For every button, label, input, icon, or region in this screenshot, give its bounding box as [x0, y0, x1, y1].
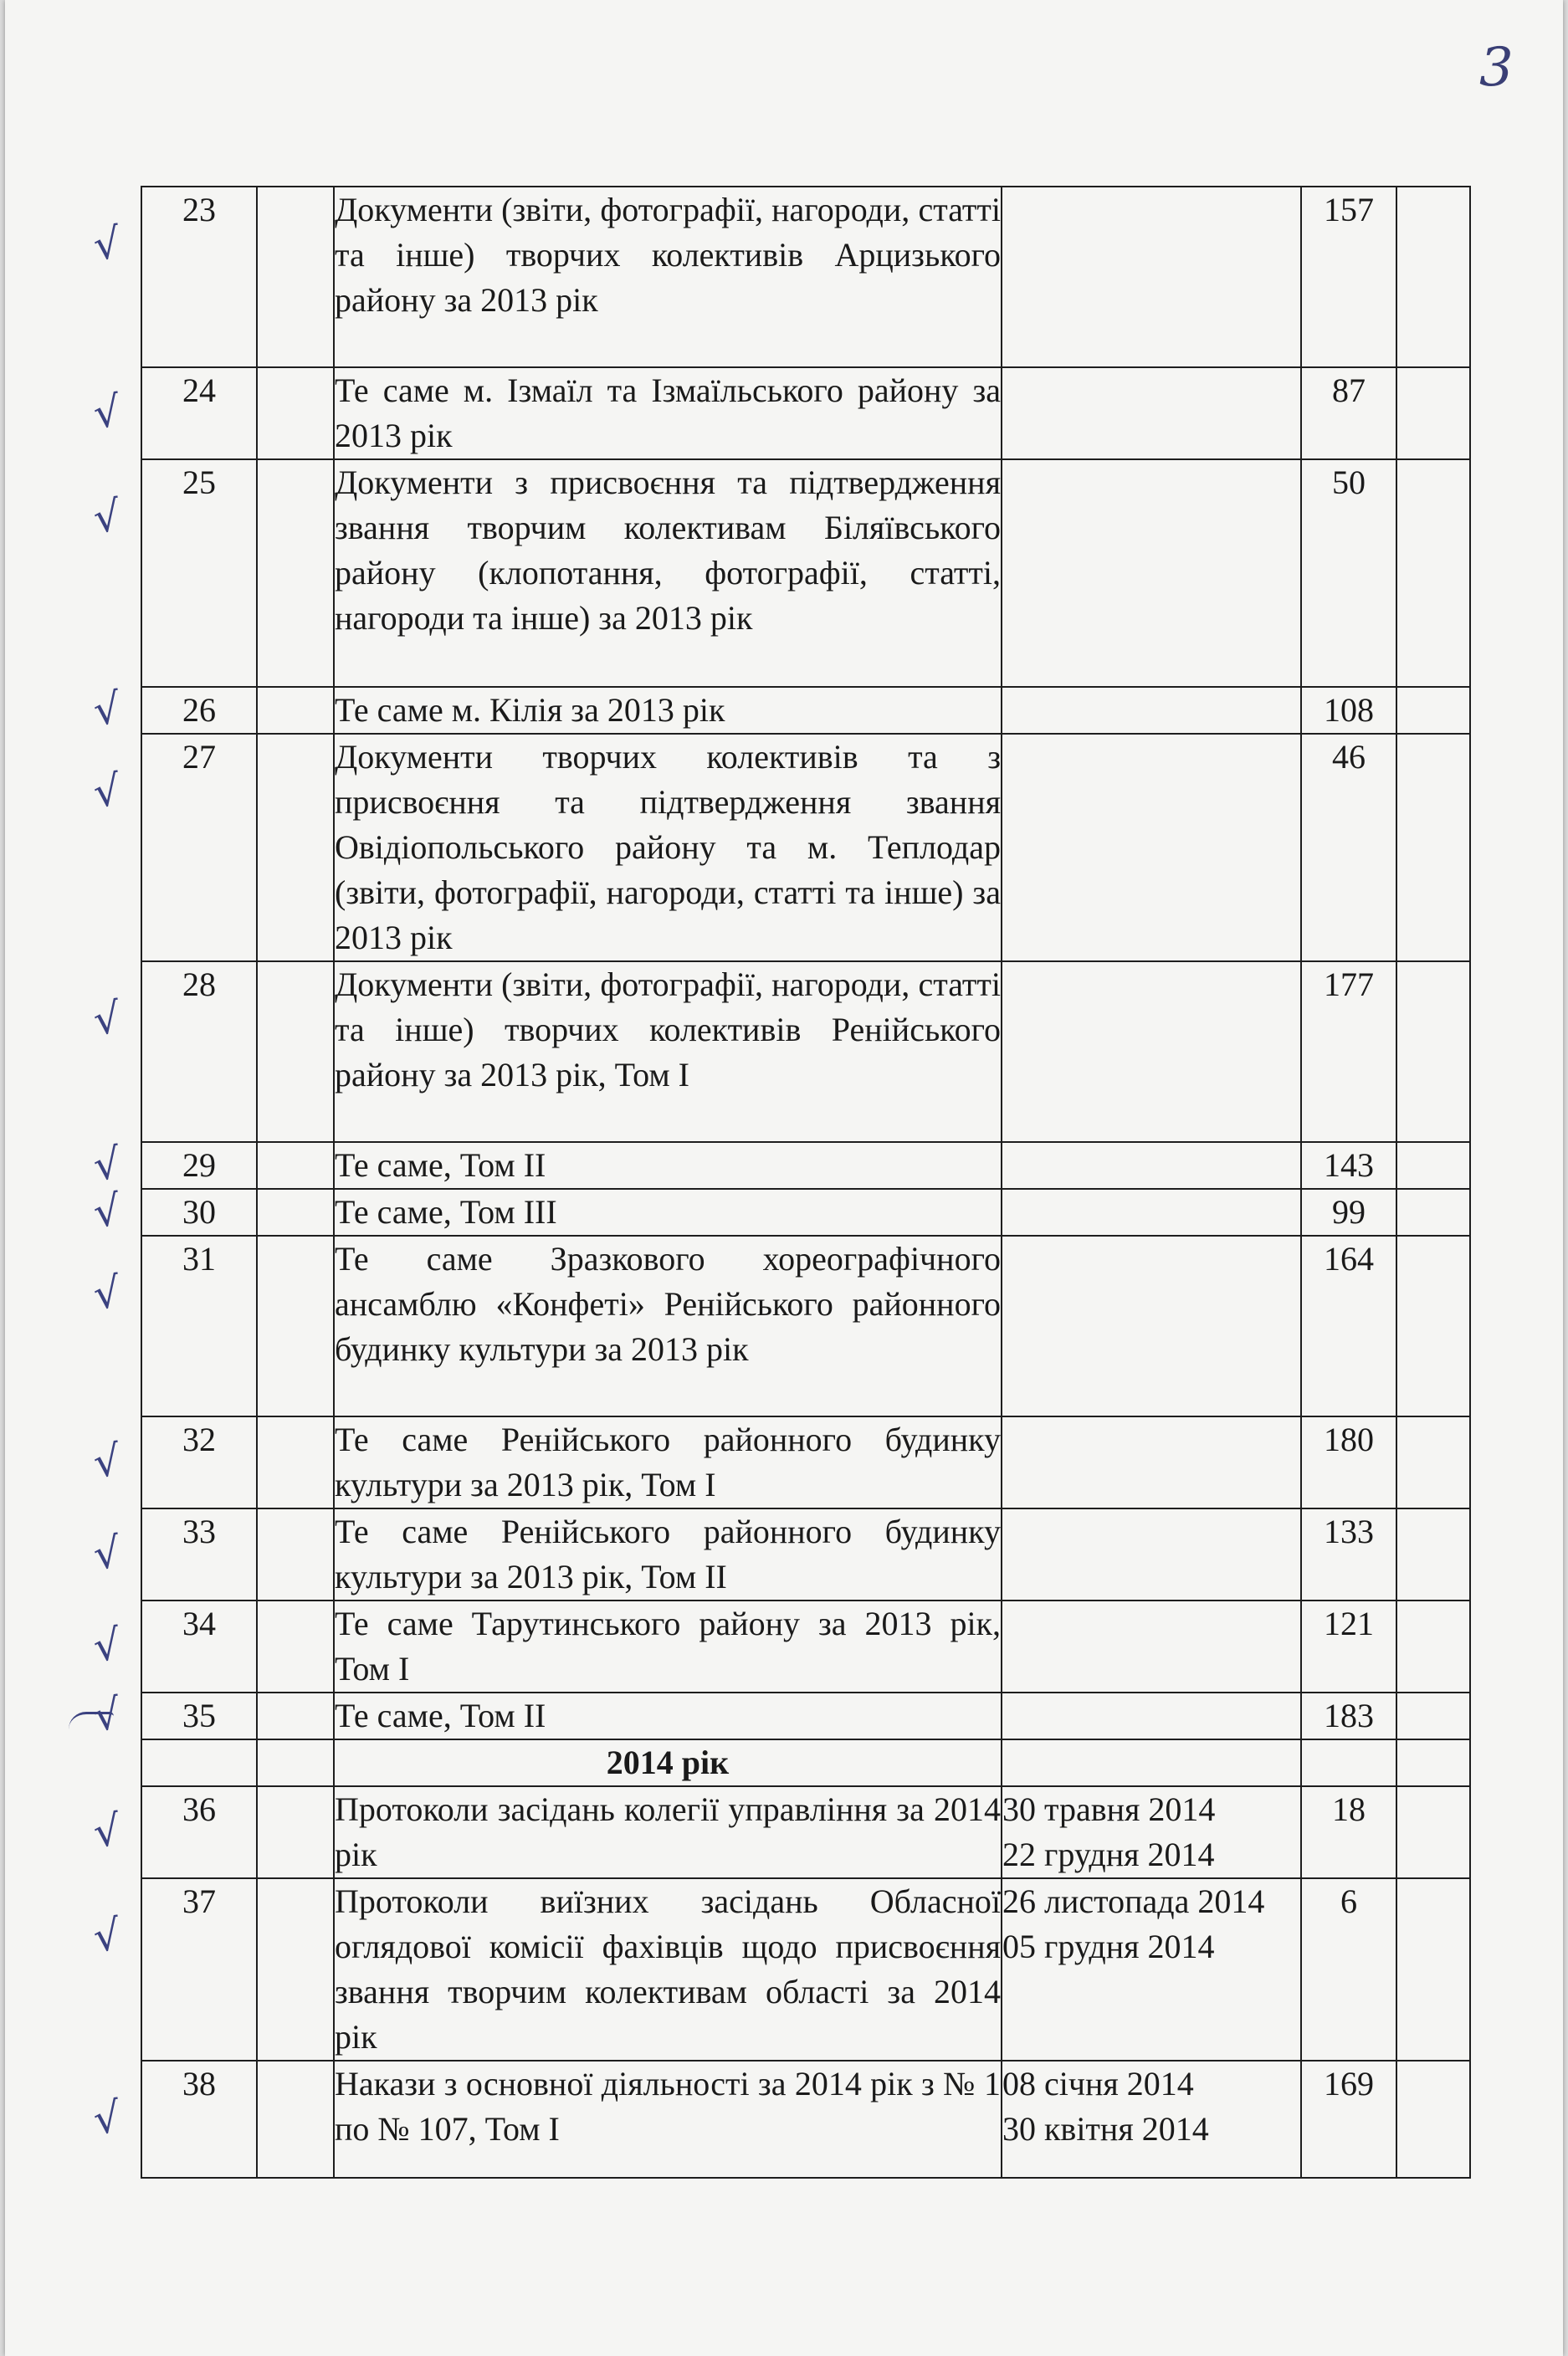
row-title: Документи з присвоєння та підтвердження звання творчим колективам Біляївського району (клопотання, фотографії, статті, нагороди та інше) за 2013 рік	[334, 459, 1002, 687]
row-number: 31	[141, 1236, 257, 1416]
table-row	[141, 187, 1470, 367]
row-number: 37	[141, 1878, 257, 2061]
check-mark-icon: √	[90, 1689, 124, 1741]
index-cell	[257, 1508, 334, 1601]
inventory-table	[141, 186, 1471, 2179]
note-cell	[1396, 2061, 1470, 2178]
sheet-count: 108	[1301, 687, 1396, 734]
note-cell	[1396, 1508, 1470, 1601]
index-cell	[257, 2061, 334, 2178]
index-cell	[257, 1878, 334, 2061]
row-dates	[1002, 1189, 1301, 1236]
row-dates	[1002, 1142, 1301, 1189]
index-cell	[257, 1601, 334, 1693]
row-title: Протоколи виїзних засідань Обласної оглядової комісії фахівців щодо присвоєння звання творчим колективам області за 2014 рік	[334, 1878, 1002, 2061]
row-title: Накази з основної діяльності за 2014 рік з № 1 по № 107, Том І	[334, 2061, 1002, 2178]
table-row	[141, 1693, 1470, 1739]
check-mark-icon: √	[90, 387, 124, 438]
sheet-count: 164	[1301, 1236, 1396, 1416]
row-number	[141, 1739, 257, 1786]
table-row	[141, 459, 1470, 687]
note-cell	[1396, 367, 1470, 459]
row-dates	[1002, 687, 1301, 734]
sheet-count: 169	[1301, 2061, 1396, 2178]
date-line: 30 травня 2014	[1002, 1790, 1216, 1828]
table-row	[141, 961, 1470, 1142]
row-dates	[1002, 187, 1301, 367]
row-title: Те саме м. Ізмаїл та Ізмаїльського району за 2013 рік	[334, 367, 1002, 459]
row-dates	[1002, 1416, 1301, 1508]
row-dates	[1002, 2061, 1301, 2178]
row-dates	[1002, 1739, 1301, 1786]
sheet-count: 87	[1301, 367, 1396, 459]
row-number: 28	[141, 961, 257, 1142]
sheet-count: 18	[1301, 1786, 1396, 1878]
check-mark-icon: √	[90, 1186, 124, 1237]
note-cell	[1396, 1601, 1470, 1693]
sheet-count: 180	[1301, 1416, 1396, 1508]
note-cell	[1396, 1739, 1470, 1786]
check-mark-icon: √	[90, 1620, 124, 1672]
note-cell	[1396, 459, 1470, 687]
row-title: Протоколи засідань колегії управління за 2014 рік	[334, 1786, 1002, 1878]
sheet-count: 121	[1301, 1601, 1396, 1693]
date-line: 22 грудня 2014	[1002, 1836, 1215, 1873]
table-row	[141, 1416, 1470, 1508]
row-dates	[1002, 1878, 1301, 2061]
date-line: 30 квітня 2014	[1002, 2110, 1209, 2148]
sheet-count	[1301, 1739, 1396, 1786]
row-number: 29	[141, 1142, 257, 1189]
date-line: 08 січня 2014	[1002, 2065, 1194, 2102]
row-title: Те саме Тарутинського району за 2013 рік, Том І	[334, 1601, 1002, 1693]
row-number: 23	[141, 187, 257, 367]
note-cell	[1396, 1189, 1470, 1236]
index-cell	[257, 961, 334, 1142]
row-dates	[1002, 1786, 1301, 1878]
row-title: Те саме, Том ІІ	[334, 1142, 1002, 1189]
section-title: 2014 рік	[334, 1739, 1002, 1786]
index-cell	[257, 1142, 334, 1189]
row-title: Документи (звіти, фотографії, нагороди, статті та інше) творчих колективів Ренійського району за 2013 рік, Том І	[334, 961, 1002, 1142]
row-dates	[1002, 1236, 1301, 1416]
row-title: Те саме Ренійського районного будинку культури за 2013 рік, Том ІІ	[334, 1508, 1002, 1601]
row-title: Те саме м. Кілія за 2013 рік	[334, 687, 1002, 734]
note-cell	[1396, 1236, 1470, 1416]
row-dates	[1002, 459, 1301, 687]
row-dates	[1002, 734, 1301, 961]
page-number: 3	[1479, 37, 1514, 99]
row-number: 26	[141, 687, 257, 734]
check-mark-icon: √	[90, 1436, 124, 1488]
table-row	[141, 734, 1470, 961]
check-mark-icon: √	[90, 684, 124, 735]
row-number: 33	[141, 1508, 257, 1601]
check-mark-icon: √	[90, 1805, 124, 1857]
index-cell	[257, 687, 334, 734]
sheet-count: 133	[1301, 1508, 1396, 1601]
check-mark-icon: √	[90, 218, 124, 270]
index-cell	[257, 1189, 334, 1236]
note-cell	[1396, 961, 1470, 1142]
table-row	[141, 1508, 1470, 1601]
row-title: Те саме, Том ІІ	[334, 1693, 1002, 1739]
index-cell	[257, 734, 334, 961]
note-cell	[1396, 1786, 1470, 1878]
sheet-count: 143	[1301, 1142, 1396, 1189]
check-mark-icon: √	[90, 993, 124, 1045]
table-row	[141, 1189, 1470, 1236]
index-cell	[257, 1739, 334, 1786]
row-dates	[1002, 1508, 1301, 1601]
sheet-count: 183	[1301, 1693, 1396, 1739]
row-number: 35	[141, 1693, 257, 1739]
note-cell	[1396, 1142, 1470, 1189]
note-cell	[1396, 1416, 1470, 1508]
row-number: 30	[141, 1189, 257, 1236]
check-mark-icon: √	[90, 1528, 124, 1580]
sheet-count: 6	[1301, 1878, 1396, 2061]
row-number: 38	[141, 2061, 257, 2178]
check-mark-icon: √	[90, 766, 124, 817]
index-cell	[257, 1786, 334, 1878]
table-row	[141, 1236, 1470, 1416]
note-cell	[1396, 1878, 1470, 2061]
date-line: 26 листопада 2014	[1002, 1882, 1265, 1920]
check-mark-icon: √	[90, 2092, 124, 2144]
row-number: 25	[141, 459, 257, 687]
section-row	[141, 1739, 1470, 1786]
table-row	[141, 1878, 1470, 2061]
check-mark-icon: √	[90, 1910, 124, 1962]
note-cell	[1396, 187, 1470, 367]
row-title: Документи творчих колективів та з присвоєння та підтвердження звання Овідіопольського району та м. Теплодар (звіти, фотографії, нагороди, статті та інше) за 2013 рік	[334, 734, 1002, 961]
index-cell	[257, 459, 334, 687]
sheet-count: 46	[1301, 734, 1396, 961]
table-row	[141, 367, 1470, 459]
sheet-count: 50	[1301, 459, 1396, 687]
row-number: 24	[141, 367, 257, 459]
row-dates	[1002, 367, 1301, 459]
note-cell	[1396, 734, 1470, 961]
row-dates	[1002, 1601, 1301, 1693]
sheet-count: 177	[1301, 961, 1396, 1142]
table-row	[141, 1786, 1470, 1878]
table-row	[141, 1601, 1470, 1693]
row-number: 34	[141, 1601, 257, 1693]
sheet-count: 157	[1301, 187, 1396, 367]
row-number: 27	[141, 734, 257, 961]
row-title: Те саме Ренійського районного будинку культури за 2013 рік, Том І	[334, 1416, 1002, 1508]
margin-pen-stroke	[69, 1712, 114, 1729]
index-cell	[257, 1236, 334, 1416]
row-title: Те саме, Том ІІІ	[334, 1189, 1002, 1236]
index-cell	[257, 1416, 334, 1508]
table-row	[141, 687, 1470, 734]
check-mark-icon: √	[90, 1268, 124, 1319]
row-dates	[1002, 961, 1301, 1142]
check-mark-icon: √	[90, 491, 124, 543]
index-cell	[257, 1693, 334, 1739]
row-number: 36	[141, 1786, 257, 1878]
row-number: 32	[141, 1416, 257, 1508]
note-cell	[1396, 1693, 1470, 1739]
document-page	[5, 0, 1563, 2356]
sheet-count: 99	[1301, 1189, 1396, 1236]
row-title: Документи (звіти, фотографії, нагороди, статті та інше) творчих колективів Арцизького району за 2013 рік	[334, 187, 1002, 367]
row-title: Те саме Зразкового хореографічного ансамблю «Конфеті» Ренійського районного будинку культури за 2013 рік	[334, 1236, 1002, 1416]
note-cell	[1396, 687, 1470, 734]
index-cell	[257, 187, 334, 367]
row-dates	[1002, 1693, 1301, 1739]
index-cell	[257, 367, 334, 459]
table-row	[141, 2061, 1470, 2178]
check-mark-icon: √	[90, 1139, 124, 1191]
date-line: 05 грудня 2014	[1002, 1928, 1215, 1965]
table-row	[141, 1142, 1470, 1189]
